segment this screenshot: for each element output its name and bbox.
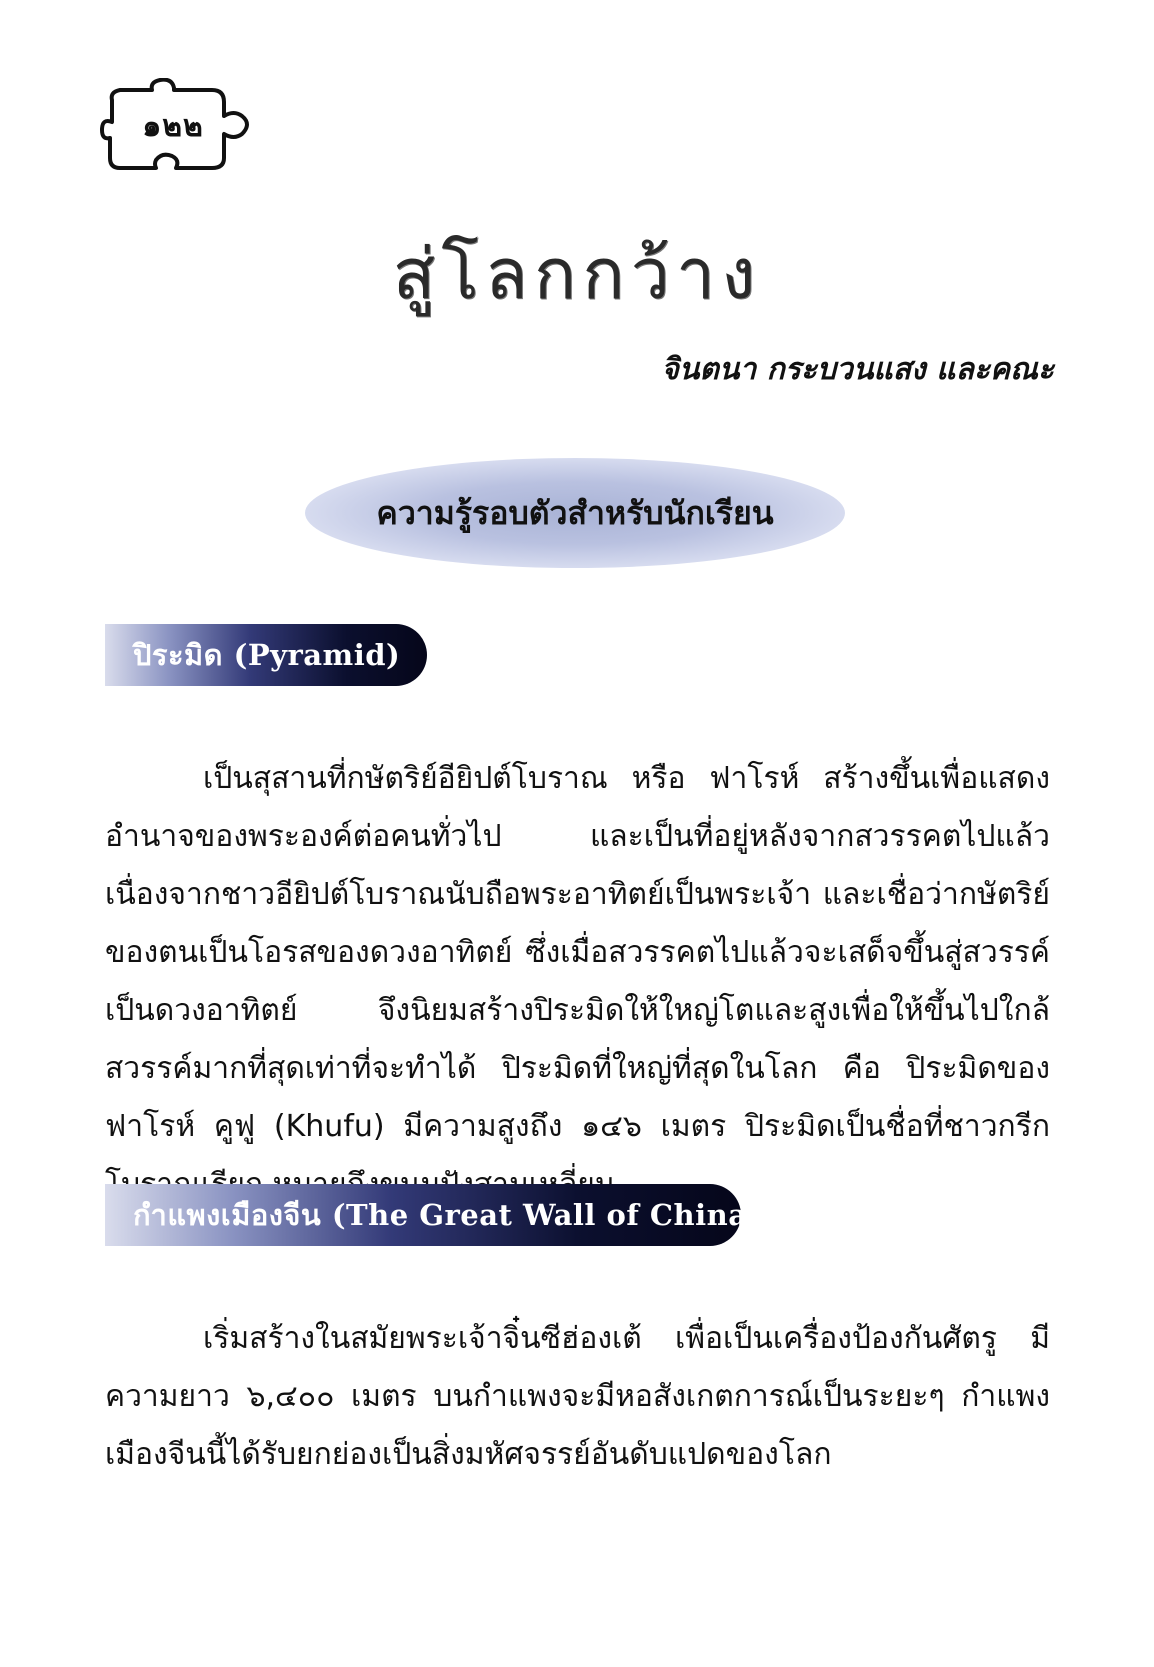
paragraph-great-wall: เริ่มสร้างในสมัยพระเจ้าจิ๋นซีฮ่องเต้ เพื่อเป็นเครื่องป้องกันศัตรู มีความยาว ๖,๔๐๐ เมตร บนกำแพงจะมีหอสังเกตการณ์เป็นระยะๆ กำแพงเมืองจีนนี้ได้รับยกย่องเป็นสิ่งมหัศจรรย์อันดับแปดของโลก <box>105 1321 1050 1472</box>
authors-line: จินตนา กระบวนแสง และคณะ <box>661 352 1054 387</box>
section-banner <box>305 458 845 568</box>
page-number-badge <box>100 78 260 174</box>
topic-heading-label: กำแพงเมืองจีน (The Great Wall of China) <box>133 1198 762 1232</box>
topic-heading-pyramid <box>105 624 427 686</box>
page-title: สู่โลกกว้าง <box>392 233 762 315</box>
topic-heading-label: ปิระมิด (Pyramid) <box>133 638 401 672</box>
section-banner-label: ความรู้รอบตัวสำหรับนักเรียน <box>376 493 774 532</box>
paragraph-pyramid: เป็นสุสานที่กษัตริย์อียิปต์โบราณ หรือ ฟาโรห์ สร้างขึ้นเพื่อแสดงอำนาจของพระองค์ต่อคนทั่วไป และเป็นที่อยู่หลังจากสวรรคตไปแล้ว เนื่องจากชาวอียิปต์โบราณนับถือพระอาทิตย์เป็นพระเจ้า และเชื่อว่ากษัตริย์ของตนเป็นโอรสของดวงอาทิตย์ ซึ่งเมื่อสวรรคตไปแล้วจะเสด็จขึ้นสู่สวรรค์เป็นดวงอาทิตย์ จึงนิยมสร้างปิระมิดให้ใหญ่โตและสูงเพื่อให้ขึ้นไปใกล้สวรรค์มากที่สุดเท่าที่จะทำได้ ปิระมิดที่ใหญ่ที่สุดในโลก คือ ปิระมิดของฟาโรห์ คูฟู (Khufu) มีความสูงถึง ๑๔๖ เมตร ปิระมิดเป็นชื่อที่ชาวกรีก <box>105 761 1050 1144</box>
topic-heading-great-wall <box>105 1184 762 1246</box>
page-number: ๑๒๒ <box>142 108 204 144</box>
